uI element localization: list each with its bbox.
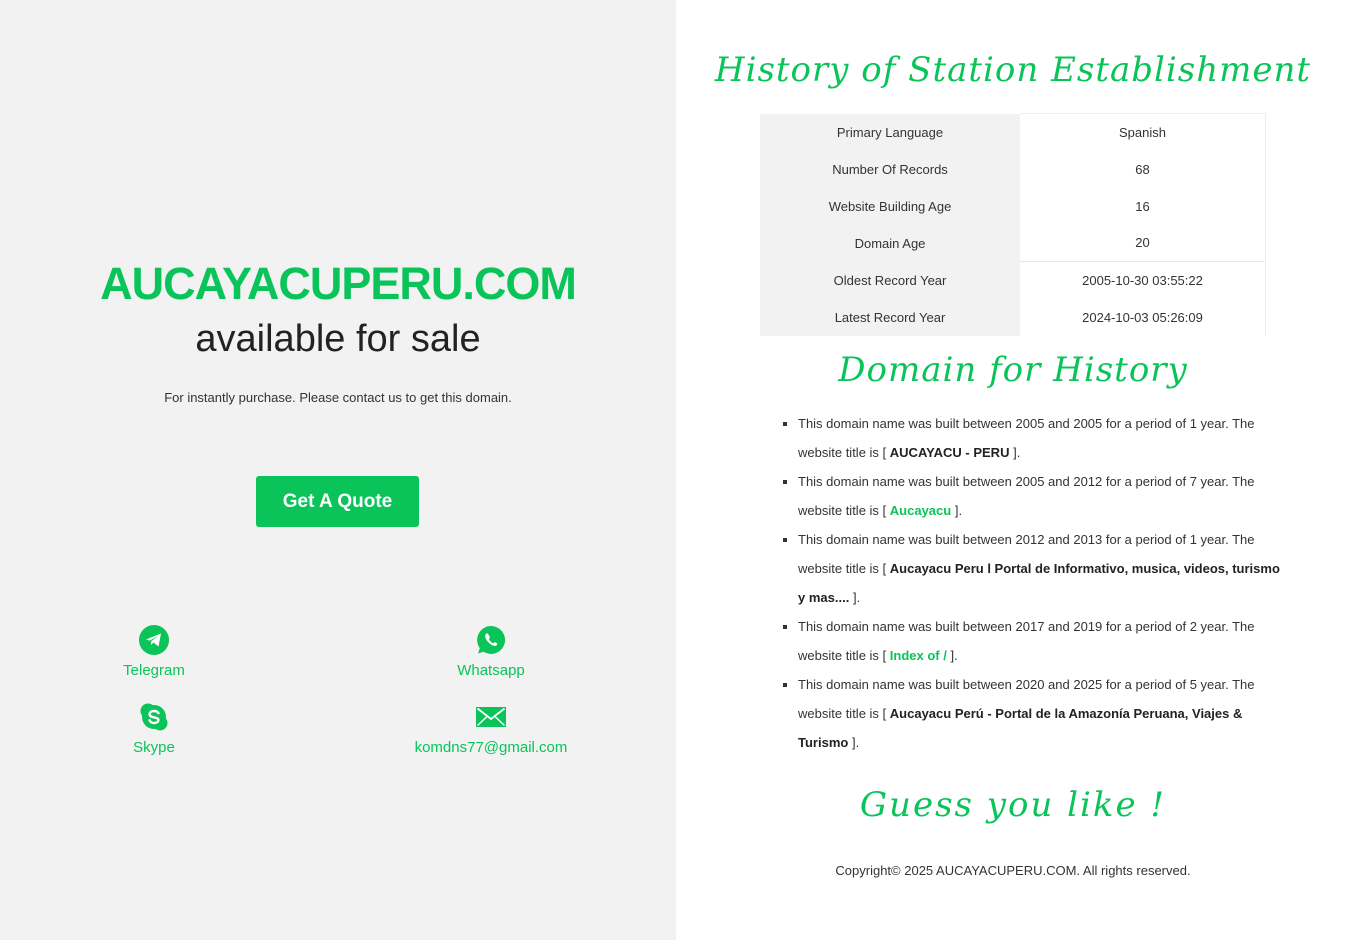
history-title-link[interactable]: Aucayacu xyxy=(889,503,952,518)
stat-value: 20 xyxy=(1020,225,1266,262)
get-quote-button[interactable]: Get A Quote xyxy=(256,476,419,527)
history-end: ]. xyxy=(851,735,860,750)
contact-whatsapp[interactable] xyxy=(381,624,601,679)
list-item xyxy=(798,525,1280,612)
contact-skype[interactable] xyxy=(44,701,264,756)
sale-subtitle: available for sale xyxy=(195,318,481,360)
stat-key: Domain Age xyxy=(760,225,1020,262)
stat-key: Number Of Records xyxy=(760,151,1020,188)
table-row xyxy=(760,114,1266,151)
history-text: This domain name was built between 2012 and 2013 for a period of 1 year. The website title is [ xyxy=(798,532,1255,576)
telegram-icon xyxy=(138,624,170,656)
whatsapp-label: Whatsapp xyxy=(457,662,525,679)
copyright-text: Copyright© 2025 AUCAYACUPERU.COM. All rights reserved. xyxy=(835,863,1191,878)
stat-value: Spanish xyxy=(1020,114,1266,151)
skype-icon xyxy=(138,701,170,733)
history-text: This domain name was built between 2017 and 2019 for a period of 2 year. The website title is [ xyxy=(798,619,1255,663)
domain-history-list xyxy=(780,409,1280,757)
history-end: ]. xyxy=(1013,445,1021,460)
stat-value: 2024-10-03 05:26:09 xyxy=(1020,299,1266,336)
email-icon xyxy=(475,701,507,733)
domain-name-title: AUCAYACUPERU.COM xyxy=(100,258,576,309)
table-row xyxy=(760,299,1266,336)
history-end: ]. xyxy=(954,503,963,518)
whatsapp-icon xyxy=(475,624,507,656)
history-end: ]. xyxy=(852,590,861,605)
list-item xyxy=(798,670,1280,757)
history-end: ]. xyxy=(950,648,958,663)
table-row xyxy=(760,262,1266,299)
contact-telegram[interactable] xyxy=(44,624,264,679)
contact-email[interactable] xyxy=(381,701,601,756)
email-label: komdns77@gmail.com xyxy=(414,739,568,756)
right-panel xyxy=(676,0,1350,940)
skype-label: Skype xyxy=(133,739,175,756)
stats-table xyxy=(760,113,1266,336)
stat-value: 16 xyxy=(1020,188,1266,225)
stat-value: 68 xyxy=(1020,151,1266,188)
stat-key: Latest Record Year xyxy=(760,299,1020,336)
stat-value: 2005-10-30 03:55:22 xyxy=(1020,262,1266,299)
history-title: AUCAYACU - PERU xyxy=(889,445,1010,460)
table-row xyxy=(760,225,1266,262)
stat-key: Oldest Record Year xyxy=(760,262,1020,299)
history-text: This domain name was built between 2005 and 2005 for a period of 1 year. The website title is [ xyxy=(798,416,1255,460)
table-row xyxy=(760,188,1266,225)
history-title-link[interactable]: Index of / xyxy=(889,648,947,663)
history-heading: History of Station Establishment xyxy=(714,50,1312,90)
stat-key: Website Building Age xyxy=(760,188,1020,225)
purchase-instruction: For instantly purchase. Please contact us to get this domain. xyxy=(164,390,512,405)
telegram-label: Telegram xyxy=(123,662,185,679)
history-text: This domain name was built between 2020 and 2025 for a period of 5 year. The website title is [ xyxy=(798,677,1255,721)
guess-heading: Guess you like ! xyxy=(859,785,1167,825)
domain-history-heading: Domain for History xyxy=(838,350,1188,390)
list-item xyxy=(798,612,1280,670)
table-row xyxy=(760,151,1266,188)
history-title: Aucayacu Peru l Portal de Informativo, musica, videos, turismo y mas.... xyxy=(798,561,1280,605)
stat-key: Primary Language xyxy=(760,114,1020,151)
history-text: This domain name was built between 2005 and 2012 for a period of 7 year. The website title is [ xyxy=(798,474,1255,518)
list-item xyxy=(798,409,1280,467)
history-title: Aucayacu Perú - Portal de la Amazonía Peruana, Viajes & Turismo xyxy=(798,706,1243,750)
list-item xyxy=(798,467,1280,525)
